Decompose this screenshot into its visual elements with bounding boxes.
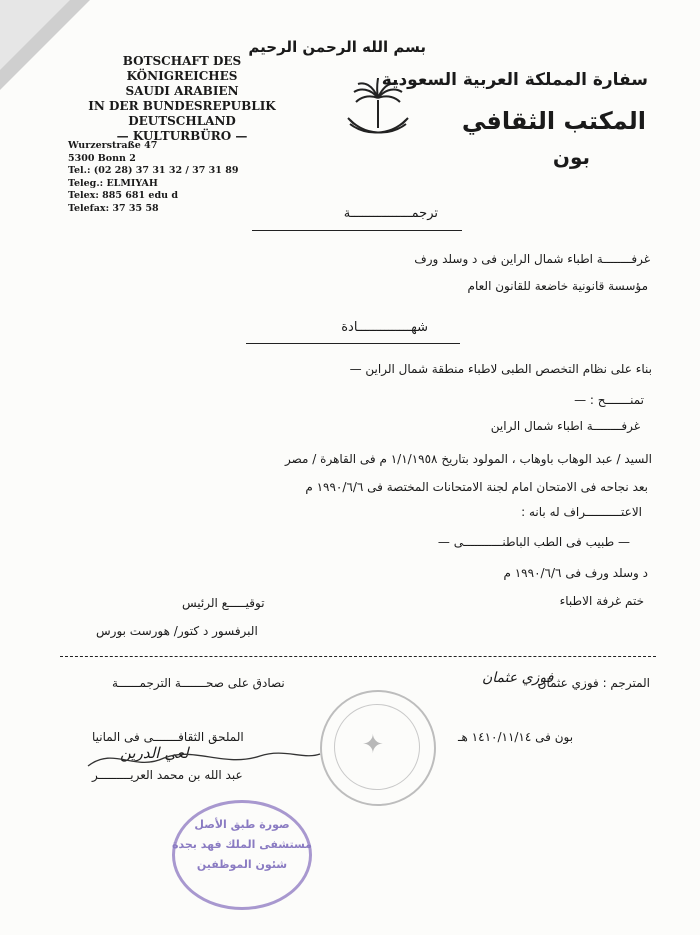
certificate-heading: شهــــــــــــــادة <box>341 320 428 335</box>
letterhead-line-1: BOTSCHAFT DES KÖNIGREICHES <box>122 54 242 83</box>
purple-stamp-line-2: مستشفى الملك فهد بجدة <box>172 838 312 851</box>
body-line-recipient: السيد / عبد الوهاب باوهاب ، المولود بتاريخ ١/١/١٩٥٨ م فى القاهرة / مصر <box>285 452 652 466</box>
letterhead-line-3: IN DER BUNDESREPUBLIK <box>88 99 276 113</box>
address-city: 5300 Bonn 2 <box>68 152 136 164</box>
basmala-calligraphy: بسم الله الرحمن الرحيم <box>248 38 426 56</box>
attestation-line: نصادق على صحـــــــة الترجمــــــة <box>112 676 285 690</box>
issue-date-line: بون فى ١٤١٠/١١/١٤ هـ <box>458 730 574 744</box>
body-line-exam: بعد نجاحه فى الامتحان امام لجنة الامتحانات المختصة فى ١٩٩٠/٦/٦ م <box>305 480 648 494</box>
body-line-place-date: د وسلد ورف فى ١٩٩٠/٦/٦ م <box>503 566 648 580</box>
body-line-basis: بناء على نظام التخصص الطبى لاطباء منطقة شمال الراين — <box>349 362 652 376</box>
round-seal-emblem-icon: ✦ <box>362 730 384 760</box>
arabic-cultural-office: المكتب الثقافي <box>461 107 646 135</box>
letterhead-line-4: DEUTSCHLAND <box>128 114 236 128</box>
translator-signature: فوزي عثمان <box>482 670 554 686</box>
arabic-city-bonn: بون <box>552 145 590 169</box>
german-letterhead <box>66 54 298 144</box>
section-divider <box>60 656 656 657</box>
attache-signature: لعي الدرين <box>120 744 189 762</box>
issuer-line-1: غرفــــــــة اطباء شمال الراين فى د وسلد ورف <box>414 252 650 266</box>
letterhead-line-5: — KULTURBÜRO — <box>116 129 248 143</box>
translator-line: المترجم : فوزي عثمان <box>537 676 650 690</box>
arabic-embassy-name: سفارة المملكة العربية السعودية <box>381 70 648 90</box>
translation-heading: ترجمــــــــــــــــة <box>343 206 438 221</box>
address-telex: Telex: 885 681 edu d <box>68 190 178 202</box>
attache-name-line: عبد الله بن محمد العريـــــــــر <box>92 768 243 782</box>
address-telefax: Telefax: 37 35 58 <box>68 202 159 214</box>
round-seal-stamp <box>320 690 436 806</box>
address-street: Wurzerstraße 47 <box>68 140 158 151</box>
heading-underline <box>252 230 462 231</box>
body-line-president-name: البرفسور د كتور/ هورست بورس <box>96 624 258 638</box>
certificate-underline <box>246 343 460 344</box>
cultural-attache-line: الملحق الثقافـــــــى فى المانيا <box>92 730 244 744</box>
body-line-chamber-seal: ختم غرفة الاطباء <box>559 594 644 608</box>
body-line-grants: تمنـــــــح : — <box>574 393 644 407</box>
body-line-specialty: — طبيب فى الطب الباطنـــــــــــى — <box>437 535 630 549</box>
purple-stamp-ring <box>172 800 312 910</box>
embassy-address <box>68 140 238 216</box>
body-line-president-signature: توقيـــــع الرئيس <box>182 596 265 610</box>
address-telephone: Tel.: (02 28) 37 31 32 / 37 31 89 <box>68 165 239 177</box>
purple-certified-copy-stamp <box>172 800 312 910</box>
issuer-line-2: مؤسسة قانونية خاضعة للقانون العام <box>467 279 648 293</box>
letterhead-line-2: SAUDI ARABIEN <box>125 84 239 98</box>
address-telegram: Teleg.: ELMIYAH <box>68 177 158 189</box>
purple-stamp-line-3: شئون الموظفين <box>196 858 288 871</box>
body-line-recognition: الاعتــــــــــراف له بانه : <box>521 505 642 519</box>
body-line-chamber: غرفــــــــة اطباء شمال الراين <box>490 419 640 433</box>
purple-stamp-line-1: صورة طبق الأصل <box>194 818 290 831</box>
folded-corner-highlight <box>0 0 70 70</box>
